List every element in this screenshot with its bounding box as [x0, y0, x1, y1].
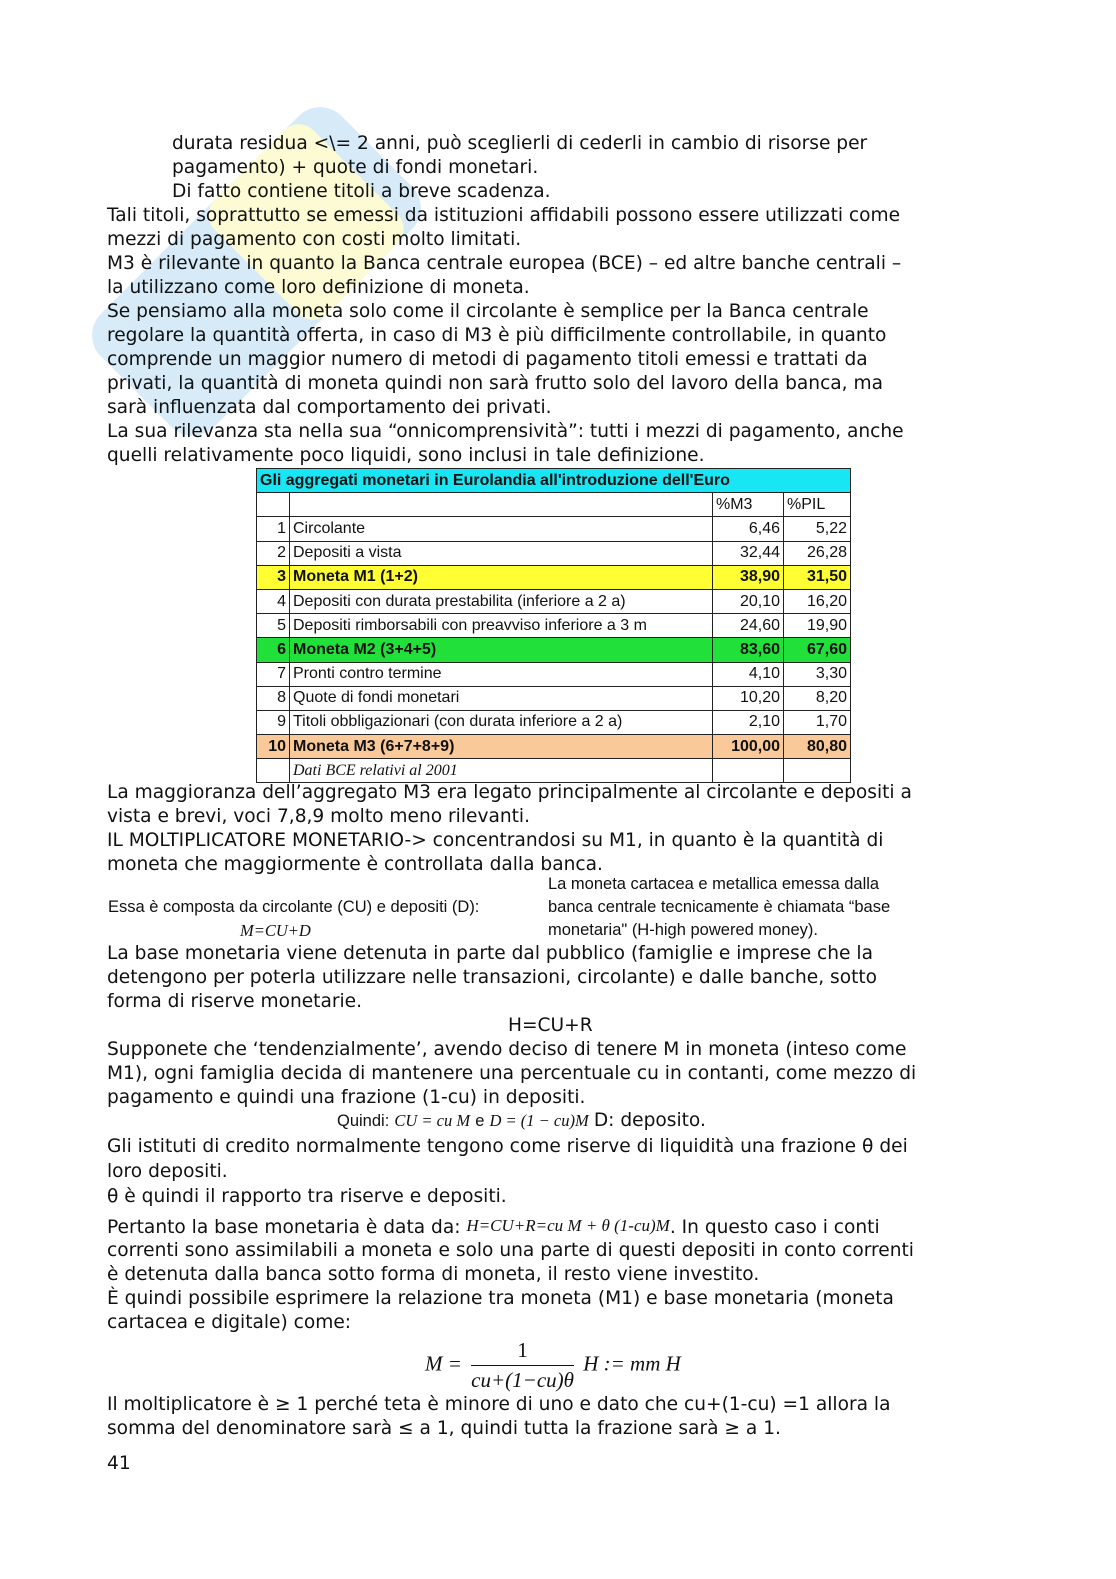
- pertanto-line: [107, 1214, 880, 1240]
- row-pil: 3,30: [784, 662, 851, 686]
- text-line: La maggioranza dell’aggregato M3 era legato principalmente al circolante e depositi a: [107, 782, 912, 803]
- text-line: cartacea e digitale) come:: [107, 1312, 352, 1333]
- row-number: 8: [257, 686, 290, 710]
- row-m3: 4,10: [713, 662, 784, 686]
- text-line: mezzi di pagamento con costi molto limitati.: [107, 229, 522, 250]
- text-line: Se pensiamo alla moneta solo come il circolante è semplice per la Banca centrale: [107, 301, 869, 322]
- text-line: Supponete che ‘tendenzialmente’, avendo deciso di tenere M in moneta (inteso come: [107, 1039, 907, 1060]
- row-pil: 31,50: [784, 565, 851, 589]
- text-line: è detenuta dalla banca sotto forma di moneta, il resto viene investito.: [107, 1264, 760, 1285]
- deposit-label: D: deposito.: [593, 1110, 706, 1131]
- row-label: Depositi a vista: [290, 541, 713, 565]
- row-label: Circolante: [290, 517, 713, 541]
- text-line: detengono per poterla utilizzare nelle transazioni, circolante) e dalle banche, sotto: [107, 967, 878, 988]
- table-row: [257, 638, 851, 662]
- text-line: pagamento e quindi una frazione (1-cu) in depositi.: [107, 1087, 586, 1108]
- snippet-right-line: La moneta cartacea e metallica emessa dalla: [548, 875, 880, 893]
- table-row: [257, 589, 851, 613]
- text-line: θ è quindi il rapporto tra riserve e depositi.: [107, 1186, 507, 1207]
- quindi-label: Quindi:: [337, 1112, 390, 1130]
- row-m3: 20,10: [713, 589, 784, 613]
- text-line: moneta che maggiormente è controllata dalla banca.: [107, 854, 603, 875]
- page-number: 41: [107, 1453, 131, 1474]
- row-m3: 100,00: [713, 735, 784, 759]
- text-line: Tali titoli, soprattutto se emessi da istituzioni affidabili possono essere utilizzati come: [107, 205, 901, 226]
- row-pil: 80,80: [784, 735, 851, 759]
- quindi-formula: [337, 1109, 706, 1133]
- text-line: forma di riserve monetarie.: [107, 991, 363, 1012]
- table-header-row: [257, 493, 851, 517]
- row-m3: 2,10: [713, 710, 784, 734]
- text-line: vista e brevi, voci 7,8,9 molto meno rilevanti.: [107, 806, 530, 827]
- and-label: e: [475, 1112, 485, 1130]
- text-line: M1), ogni famiglia decida di mantenere una percentuale cu in contanti, come mezzo di: [107, 1063, 917, 1084]
- table-note-row: [257, 759, 851, 783]
- formula-rhs: H := mm H: [583, 1351, 681, 1376]
- text-line: loro depositi.: [107, 1161, 228, 1182]
- row-label: Moneta M1 (1+2): [290, 565, 713, 589]
- row-m3: 38,90: [713, 565, 784, 589]
- row-number: 1: [257, 517, 290, 541]
- row-pil: 19,90: [784, 614, 851, 638]
- text-line: somma del denominatore sarà ≤ a 1, quindi tutta la frazione sarà ≥ a 1.: [107, 1418, 781, 1439]
- text-line: IL MOLTIPLICATORE MONETARIO-> concentrandosi su M1, in quanto è la quantità di: [107, 830, 884, 851]
- table-row: [257, 662, 851, 686]
- table-row: [257, 710, 851, 734]
- row-m3: 32,44: [713, 541, 784, 565]
- text-line: Il moltiplicatore è ≥ 1 perché teta è minore di uno e dato che cu+(1-cu) =1 allora la: [107, 1394, 891, 1415]
- row-label: Moneta M3 (6+7+8+9): [290, 735, 713, 759]
- pertanto-text: Pertanto la base monetaria è data da:: [107, 1217, 461, 1238]
- row-pil: 67,60: [784, 638, 851, 662]
- row-label: Moneta M2 (3+4+5): [290, 638, 713, 662]
- table-row: [257, 541, 851, 565]
- monetary-aggregates-table: [256, 468, 851, 783]
- table-row: [257, 686, 851, 710]
- table-row: [257, 565, 851, 589]
- formula-d: D = (1 − cu)M: [489, 1111, 589, 1130]
- text-line: quelli relativamente poco liquidi, sono inclusi in tale definizione.: [107, 445, 705, 466]
- formula-numerator: 1: [471, 1338, 574, 1366]
- table-title: Gli aggregati monetari in Eurolandia all'introduzione dell'Euro: [257, 469, 851, 493]
- row-m3: 83,60: [713, 638, 784, 662]
- row-number: 4: [257, 589, 290, 613]
- pertanto-after: . In questo caso i conti: [669, 1217, 880, 1238]
- formula-lhs: M =: [425, 1351, 462, 1376]
- text-line: Di fatto contiene titoli a breve scadenza.: [172, 181, 551, 202]
- row-label: Pronti contro termine: [290, 662, 713, 686]
- row-pil: 1,70: [784, 710, 851, 734]
- snippet-right-line: monetaria" (H-high powered money).: [548, 921, 818, 939]
- text-line: sarà influenzata dal comportamento dei privati.: [107, 397, 552, 418]
- row-number: 5: [257, 614, 290, 638]
- row-pil: 26,28: [784, 541, 851, 565]
- formula-h: H=CU+R: [508, 1015, 593, 1036]
- row-label: Quote di fondi monetari: [290, 686, 713, 710]
- text-line: È quindi possibile esprimere la relazione tra moneta (M1) e base monetaria (moneta: [107, 1288, 894, 1309]
- header-m3: %M3: [713, 493, 784, 517]
- text-line: la utilizzano come loro definizione di moneta.: [107, 277, 530, 298]
- text-line: privati, la quantità di moneta quindi non sarà frutto solo del lavoro della banca, ma: [107, 373, 884, 394]
- row-label: Depositi rimborsabili con preavviso inferiore a 3 m: [290, 614, 713, 638]
- row-number: 10: [257, 735, 290, 759]
- snippet-formula: M=CU+D: [240, 921, 311, 940]
- snippet-right-line: banca centrale tecnicamente è chiamata “base: [548, 898, 891, 916]
- table-row: [257, 517, 851, 541]
- text-line: Gli istituti di credito normalmente tengono come riserve di liquidità una frazione θ dei: [107, 1136, 908, 1157]
- row-m3: 10,20: [713, 686, 784, 710]
- row-m3: 24,60: [713, 614, 784, 638]
- text-line: durata residua <\= 2 anni, può sceglierli di cederli in cambio di risorse per: [172, 133, 868, 154]
- row-number: 6: [257, 638, 290, 662]
- row-pil: 8,20: [784, 686, 851, 710]
- text-line: correnti sono assimilabili a moneta e solo una parte di questi depositi in conto correnti: [107, 1240, 914, 1261]
- text-line: regolare la quantità offerta, in caso di M3 è più difficilmente controllabile, in quanto: [107, 325, 887, 346]
- header-pil: %PIL: [784, 493, 851, 517]
- formula-denominator: cu+(1−cu)θ: [471, 1368, 574, 1392]
- formula-cu: CU = cu M: [394, 1111, 471, 1130]
- multiplier-formula: [425, 1338, 681, 1393]
- snippet-left-text: Essa è composta da circolante (CU) e depositi (D):: [108, 898, 480, 916]
- row-label: Titoli obbligazionari (con durata inferiore a 2 a): [290, 710, 713, 734]
- formula-base: H=CU+R=cu M + θ (1-cu)M: [466, 1216, 670, 1235]
- text-line: pagamento) + quote di fondi monetari.: [172, 157, 539, 178]
- table-row: [257, 735, 851, 759]
- row-pil: 5,22: [784, 517, 851, 541]
- row-label: Depositi con durata prestabilita (inferiore a 2 a): [290, 589, 713, 613]
- text-line: M3 è rilevante in quanto la Banca centrale europea (BCE) – ed altre banche centrali –: [107, 253, 902, 274]
- row-number: 9: [257, 710, 290, 734]
- row-pil: 16,20: [784, 589, 851, 613]
- text-line: comprende un maggior numero di metodi di pagamento titoli emessi e trattati da: [107, 349, 868, 370]
- row-number: 3: [257, 565, 290, 589]
- row-m3: 6,46: [713, 517, 784, 541]
- row-number: 7: [257, 662, 290, 686]
- text-line: La base monetaria viene detenuta in parte dal pubblico (famiglie e imprese che la: [107, 943, 873, 964]
- text-line: La sua rilevanza sta nella sua “onnicomprensività”: tutti i mezzi di pagamento, anche: [107, 421, 904, 442]
- table-note: Dati BCE relativi al 2001: [290, 759, 713, 783]
- row-number: 2: [257, 541, 290, 565]
- table-row: [257, 614, 851, 638]
